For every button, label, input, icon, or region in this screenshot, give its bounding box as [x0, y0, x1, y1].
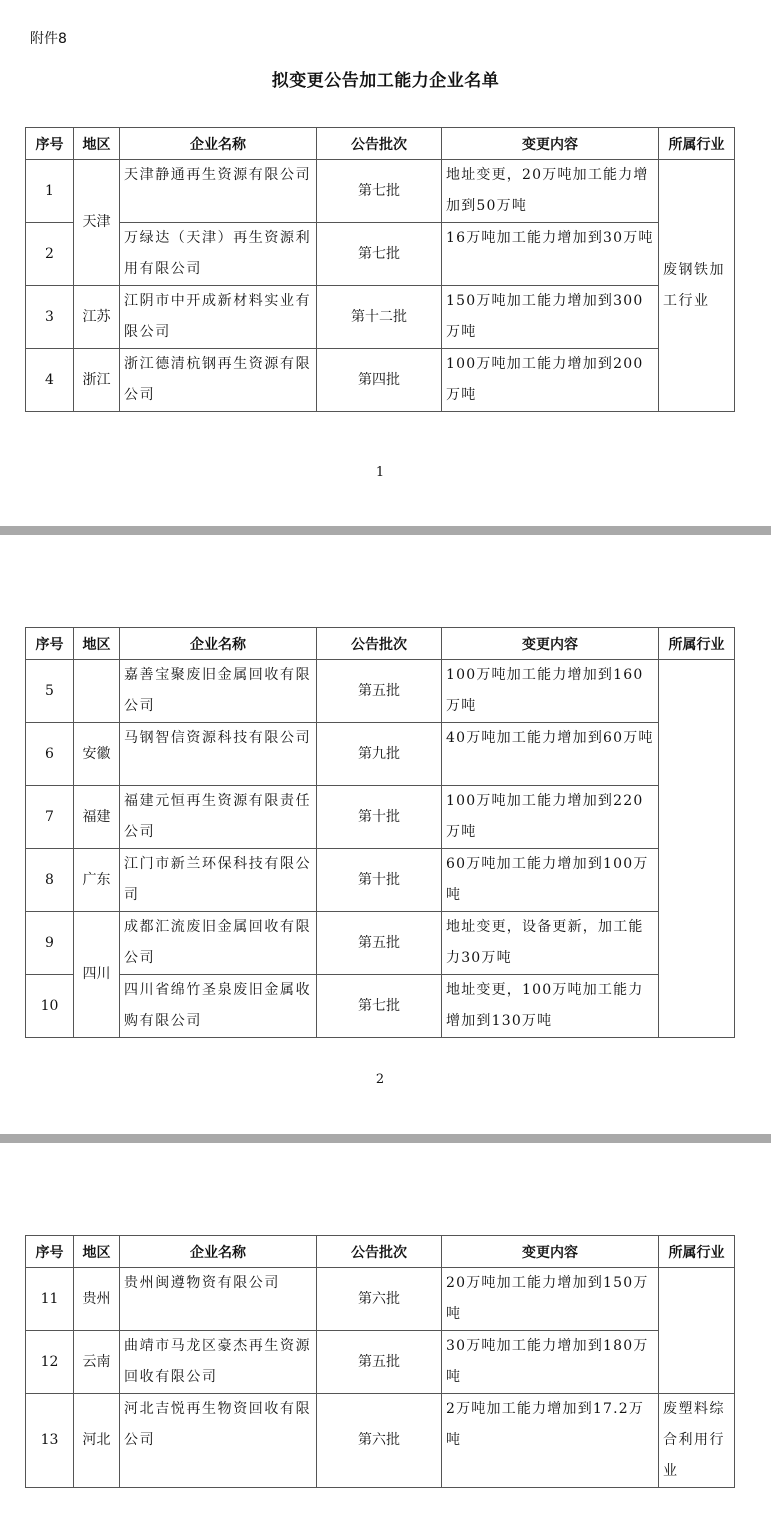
- row-number: 3: [26, 286, 74, 349]
- col-header-company: 企业名称: [120, 128, 317, 160]
- region-cell: 广东: [74, 849, 120, 912]
- announcement-batch: 第五批: [317, 660, 442, 723]
- row-number: 11: [26, 1268, 74, 1331]
- change-content: 150万吨加工能力增加到300万吨: [442, 286, 659, 349]
- company-name: 福建元恒再生资源有限责任公司: [120, 786, 317, 849]
- company-name: 江阴市中开成新材料实业有限公司: [120, 286, 317, 349]
- industry-cell: 废钢铁加工行业: [659, 160, 735, 412]
- table-row: [26, 349, 735, 412]
- announcement-batch: 第六批: [317, 1268, 442, 1331]
- region-cell: 河北: [74, 1394, 120, 1488]
- region-cell: 云南: [74, 1331, 120, 1394]
- company-name: 天津静通再生资源有限公司: [120, 160, 317, 223]
- table-row: [26, 1331, 735, 1394]
- company-name: 马钢智信资源科技有限公司: [120, 723, 317, 786]
- col-header-company: 企业名称: [120, 628, 317, 660]
- company-table-page-1: [25, 127, 735, 412]
- announcement-batch: 第四批: [317, 349, 442, 412]
- industry-cell: [659, 1268, 735, 1394]
- company-name: 万绿达（天津）再生资源利用有限公司: [120, 223, 317, 286]
- row-number: 6: [26, 723, 74, 786]
- row-number: 10: [26, 975, 74, 1038]
- change-content: 100万吨加工能力增加到220万吨: [442, 786, 659, 849]
- announcement-batch: 第九批: [317, 723, 442, 786]
- change-content: 地址变更，20万吨加工能力增加到50万吨: [442, 160, 659, 223]
- row-number: 1: [26, 160, 74, 223]
- row-number: 2: [26, 223, 74, 286]
- region-cell: 江苏: [74, 286, 120, 349]
- table-row: [26, 223, 735, 286]
- table-row: [26, 286, 735, 349]
- col-header-industry: 所属行业: [659, 128, 735, 160]
- company-name: 曲靖市马龙区豪杰再生资源回收有限公司: [120, 1331, 317, 1394]
- announcement-batch: 第五批: [317, 1331, 442, 1394]
- col-header-change: 变更内容: [442, 1236, 659, 1268]
- table-row: [26, 912, 735, 975]
- announcement-batch: 第十二批: [317, 286, 442, 349]
- col-header-no: 序号: [26, 128, 74, 160]
- row-number: 12: [26, 1331, 74, 1394]
- page-separator: [0, 1134, 771, 1143]
- row-number: 8: [26, 849, 74, 912]
- col-header-batch: 公告批次: [317, 1236, 442, 1268]
- company-table-page-2: [25, 627, 735, 1038]
- table-header: [26, 628, 735, 660]
- announcement-batch: 第五批: [317, 912, 442, 975]
- industry-cell: 废塑料综合利用行业: [659, 1394, 735, 1488]
- row-number: 9: [26, 912, 74, 975]
- announcement-batch: 第十批: [317, 849, 442, 912]
- change-content: 100万吨加工能力增加到200万吨: [442, 349, 659, 412]
- col-header-company: 企业名称: [120, 1236, 317, 1268]
- row-number: 7: [26, 786, 74, 849]
- table-row: [26, 975, 735, 1038]
- company-table-page-3: [25, 1235, 735, 1488]
- region-cell: 浙江: [74, 349, 120, 412]
- company-name: 成都汇流废旧金属回收有限公司: [120, 912, 317, 975]
- company-name: 四川省绵竹圣泉废旧金属收购有限公司: [120, 975, 317, 1038]
- row-number: 5: [26, 660, 74, 723]
- region-cell: [74, 660, 120, 723]
- document-title: 拟变更公告加工能力企业名单: [271, 71, 500, 91]
- page-number-1: 1: [375, 465, 385, 480]
- col-header-batch: 公告批次: [317, 128, 442, 160]
- col-header-industry: 所属行业: [659, 1236, 735, 1268]
- col-header-region: 地区: [74, 628, 120, 660]
- table-header: [26, 1236, 735, 1268]
- change-content: 16万吨加工能力增加到30万吨: [442, 223, 659, 286]
- announcement-batch: 第七批: [317, 160, 442, 223]
- change-content: 地址变更，100万吨加工能力增加到130万吨: [442, 975, 659, 1038]
- region-cell: 四川: [74, 912, 120, 1038]
- attachment-label: 附件8: [30, 31, 67, 47]
- table-row: [26, 660, 735, 723]
- col-header-industry: 所属行业: [659, 628, 735, 660]
- col-header-no: 序号: [26, 1236, 74, 1268]
- table-row: [26, 849, 735, 912]
- change-content: 30万吨加工能力增加到180万吨: [442, 1331, 659, 1394]
- col-header-change: 变更内容: [442, 128, 659, 160]
- region-cell: 贵州: [74, 1268, 120, 1331]
- table-row: [26, 1268, 735, 1331]
- announcement-batch: 第七批: [317, 223, 442, 286]
- industry-cell: [659, 660, 735, 1038]
- region-cell: 福建: [74, 786, 120, 849]
- col-header-no: 序号: [26, 628, 74, 660]
- change-content: 100万吨加工能力增加到160万吨: [442, 660, 659, 723]
- col-header-region: 地区: [74, 128, 120, 160]
- change-content: 2万吨加工能力增加到17.2万吨: [442, 1394, 659, 1488]
- company-name: 浙江德清杭钢再生资源有限公司: [120, 349, 317, 412]
- col-header-region: 地区: [74, 1236, 120, 1268]
- row-number: 4: [26, 349, 74, 412]
- table-row: [26, 786, 735, 849]
- company-name: 江门市新兰环保科技有限公司: [120, 849, 317, 912]
- table-header: [26, 128, 735, 160]
- region-cell: 天津: [74, 160, 120, 286]
- change-content: 地址变更，设备更新，加工能力30万吨: [442, 912, 659, 975]
- company-name: 嘉善宝聚废旧金属回收有限公司: [120, 660, 317, 723]
- announcement-batch: 第十批: [317, 786, 442, 849]
- page-number-2: 2: [375, 1072, 385, 1087]
- table-row: [26, 160, 735, 223]
- company-name: 贵州闽遵物资有限公司: [120, 1268, 317, 1331]
- table-row: [26, 1394, 735, 1488]
- row-number: 13: [26, 1394, 74, 1488]
- announcement-batch: 第六批: [317, 1394, 442, 1488]
- table-row: [26, 723, 735, 786]
- page-separator: [0, 526, 771, 535]
- change-content: 40万吨加工能力增加到60万吨: [442, 723, 659, 786]
- col-header-batch: 公告批次: [317, 628, 442, 660]
- change-content: 60万吨加工能力增加到100万吨: [442, 849, 659, 912]
- announcement-batch: 第七批: [317, 975, 442, 1038]
- region-cell: 安徽: [74, 723, 120, 786]
- company-name: 河北吉悦再生物资回收有限公司: [120, 1394, 317, 1488]
- change-content: 20万吨加工能力增加到150万吨: [442, 1268, 659, 1331]
- col-header-change: 变更内容: [442, 628, 659, 660]
